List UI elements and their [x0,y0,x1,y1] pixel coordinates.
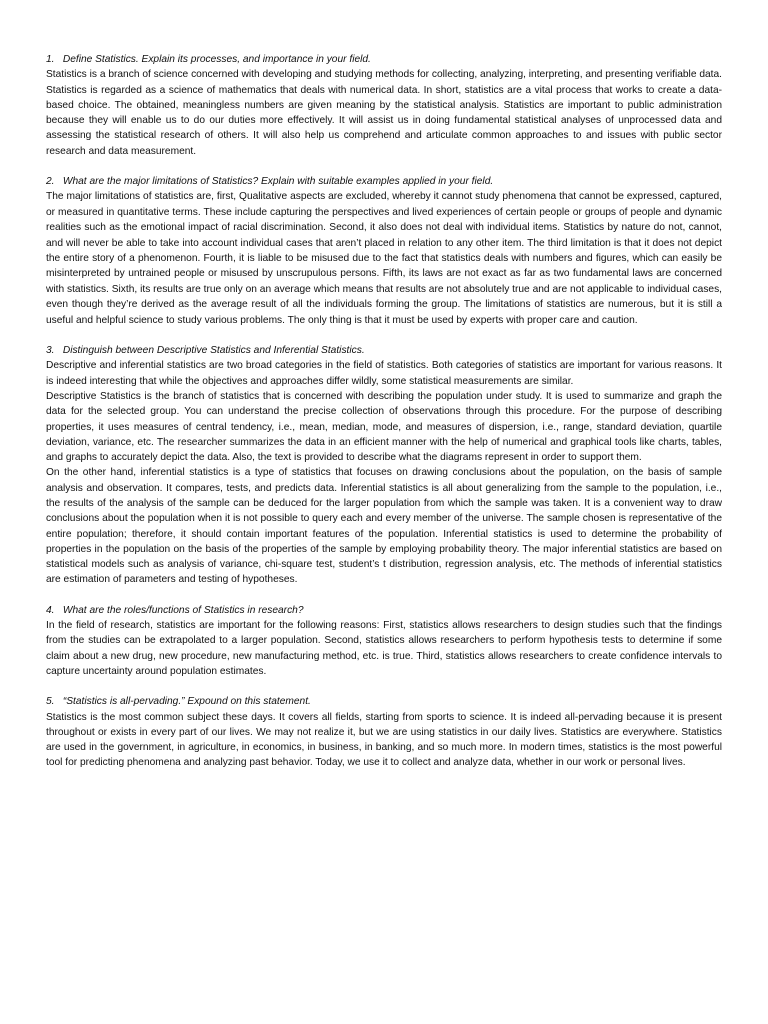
answer-paragraph: On the other hand, inferential statistics is a type of statistics that focuses on drawing conclusions about the population, on the basis of sample analysis and observation. It compares, tests, and predicts data. Inferential statistics is all about generalizing from the sample to the population, i.e., the results of the analysis of the sample can be deduced for the larger population from which the sample was taken. It is a convenient way to draw conclusions about the population when it is not possible to query each and every member of the universe. The sample chosen is representative of the entire population; therefore, it should contain important features of the population. Inferential statistics is used to determine the probability of properties in the population on the basis of the properties of the sample by employing probability theory. The major inferential statistics are based on statistical models such as analysis of variance, chi-square test, student’s t distribution, regression analysis, etc. The methods of inferential statistics are estimation of parameters and testing of hypotheses. [46,467,722,586]
question-1 [46,52,722,67]
question-text: What are the major limitations of Statistics? Explain with suitable examples applied in your field. [62,176,494,188]
section-5 [46,694,722,770]
answer-paragraph: Descriptive and inferential statistics are two broad categories in the field of statistics. Both categories of statistics are important for various reasons. It is indeed interesting that while the objectives and approaches differ wildly, some statistical measurements are similar. [46,360,722,387]
question-number: 5. [46,696,55,708]
question-text: “Statistics is all-pervading.” Expound on this statement. [62,696,311,708]
answer-paragraph: Descriptive Statistics is the branch of statistics that is concerned with describing the population under study. It is used to summarize and graph the data for the selected group. You can understand the precise collection of observations through this procedure. For the purpose of describing properties, it uses measures of central tendency, i.e., mean, median, mode, and measures of dispersion, i.e., range, standard deviation, quartile deviation, variance, etc. The researcher summarizes the data in an efficient manner with the help of numerical and graphical tools like charts, tables, and graphs to accurately depict the data. Also, the text is provided to describe what the diagrams represent in order to support them. [46,390,722,464]
answer-paragraph: The major limitations of statistics are, first, Qualitative aspects are excluded, whereby it cannot study phenomena that cannot be expressed, captured, or measured in quantitative terms. These include capturing the perspectives and lived experiences of certain people or groups of people and dynamic realities such as the emotional impact of racial discrimination. Second, it also does not deal with individual items. Statistics by nature do not, cannot, and will never be able to take into account individual cases that aren’t placed in relation to any other item. The third limitation is that it does not depict the entire story of a phenomenon. Fourth, it is liable to be misused due to the fact that statistics deals with numbers and figures, which can easily be misinterpreted by untrained people or misused by unscrupulous persons. Fifth, its laws are not exact as far as two fundamental laws are concerned with statistics. Sixth, its results are true only on an average which means that results are not absolutely true and are not applicable to individual cases, even though they’re derived as the average result of all the individuals forming the group. The limitations of statistics are numerous, but it is still a useful and helpful science to study various problems. The only thing is that it must be used by experts with proper care and caution. [46,191,722,326]
section-2 [46,174,722,328]
question-5 [46,694,722,709]
section-3 [46,343,722,588]
question-number: 3. [46,345,55,357]
answer-paragraph: Statistics is the most common subject these days. It covers all fields, starting from sports to science. It is indeed all-pervading because it is present throughout or exists in every part of our lives. We may not realize it, but we are using statistics in our daily lives. Statistics are everywhere. Statistics are used in the government, in agriculture, in economics, in business, in banking, and so much more. In modern times, statistics is the most powerful tool for predicting phenomena and analyzing past behavior. Today, we use it to collect and analyze data, whether in our work or personal lives. [46,711,722,769]
answer-paragraph: In the field of research, statistics are important for the following reasons: First, statistics allows researchers to design studies such that the findings from the studies can be extrapolated to a larger population. Second, statistics allows researchers to perform hypothesis tests to determine if some claim about a new drug, new procedure, new manufacturing method, etc. is true. Third, statistics allows researchers to create confidence intervals to capture uncertainty around population estimates. [46,620,722,677]
section-4 [46,603,722,679]
question-number: 2. [46,176,55,188]
question-text: What are the roles/functions of Statistics in research? [62,604,304,616]
question-4 [46,603,722,618]
section-1 [46,52,722,159]
question-3 [46,343,722,358]
question-number: 1. [46,54,55,65]
question-number: 4. [46,604,55,616]
answer-paragraph: Statistics is a branch of science concerned with developing and studying methods for collecting, analyzing, interpreting, and presenting verifiable data. Statistics is regarded as a science of mathematics that deals with numerical data. In short, statistics are a vital process that works to create a data-based choice. The obtained, meaningless numbers are given meaning by the statistical analysis. Statistics are important to public administration because they will enable us to do our duties more effectively. It will assist us in doing fundamental statistical analyses of unprocessed data and assessing the statistical research of others. It will also help us comprehend and articulate common approaches to and issues with public sector research and data measurement. [46,69,722,157]
question-text: Define Statistics. Explain its processes, and importance in your field. [62,54,371,65]
question-2 [46,174,722,189]
question-text: Distinguish between Descriptive Statistics and Inferential Statistics. [62,345,365,357]
